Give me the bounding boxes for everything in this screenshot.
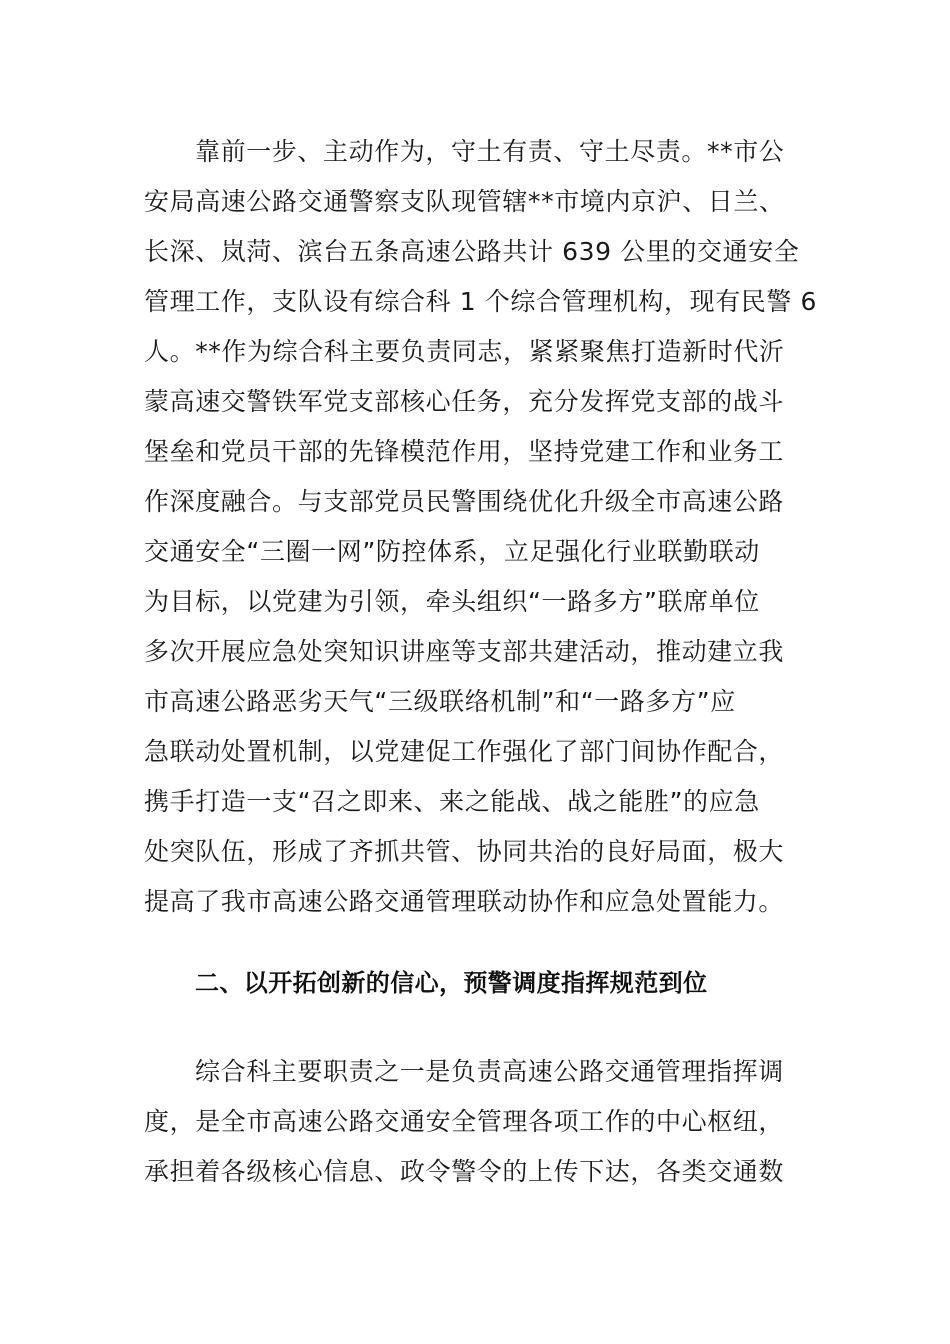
paragraph-line: 蒙高速交警铁军党支部核心任务，充分发挥党支部的战斗 xyxy=(144,387,785,416)
paragraph-line: 作深度融合。与支部党员民警围绕优化升级全市高速公路 xyxy=(144,487,785,516)
paragraph-line: 多次开展应急处突知识讲座等支部共建活动，推动建立我 xyxy=(144,637,785,666)
paragraph-line: 靠前一步、主动作为，守土有责、守土尽责。**市公 xyxy=(195,137,785,166)
paragraph-line: 长深、岚菏、滨台五条高速公路共计 639 公里的交通安全 xyxy=(144,237,800,266)
paragraph-line: 承担着各级核心信息、政令警令的上传下达，各类交通数 xyxy=(144,1157,785,1186)
paragraph-line: 提高了我市高速公路交通管理联动协作和应急处置能力。 xyxy=(144,887,785,916)
paragraph-line: 携手打造一支“召之即来、来之能战、战之能胜”的应急 xyxy=(144,787,760,816)
paragraph-line: 综合科主要职责之一是负责高速公路交通管理指挥调 xyxy=(195,1057,784,1086)
paragraph-line: 为目标，以党建为引领，牵头组织“一路多方”联席单位 xyxy=(144,587,760,616)
paragraph-line: 市高速公路恶劣天气“三级联络机制”和“一路多方”应 xyxy=(144,687,736,716)
paragraph-line: 管理工作，支队设有综合科 1 个综合管理机构，现有民警 6 xyxy=(144,287,818,316)
paragraph-line: 安局高速公路交通警察支队现管辖**市境内京沪、日兰、 xyxy=(144,187,785,216)
paragraph-line: 急联动处置机制，以党建促工作强化了部门间协作配合， xyxy=(144,737,785,766)
paragraph-line: 处突队伍，形成了齐抓共管、协同共治的良好局面，极大 xyxy=(144,837,785,866)
paragraph-line: 交通安全“三圈一网”防控体系，立足强化行业联勤联动 xyxy=(144,537,760,566)
paragraph-line: 堡垒和党员干部的先锋模范作用，坚持党建工作和业务工 xyxy=(144,437,785,466)
paragraph-line: 人。**作为综合科主要负责同志，紧紧聚焦打造新时代沂 xyxy=(144,337,785,366)
section-heading: 二、以开拓创新的信心，预警调度指挥规范到位 xyxy=(195,969,708,997)
paragraph-line: 度，是全市高速公路交通安全管理各项工作的中心枢纽， xyxy=(144,1107,785,1136)
